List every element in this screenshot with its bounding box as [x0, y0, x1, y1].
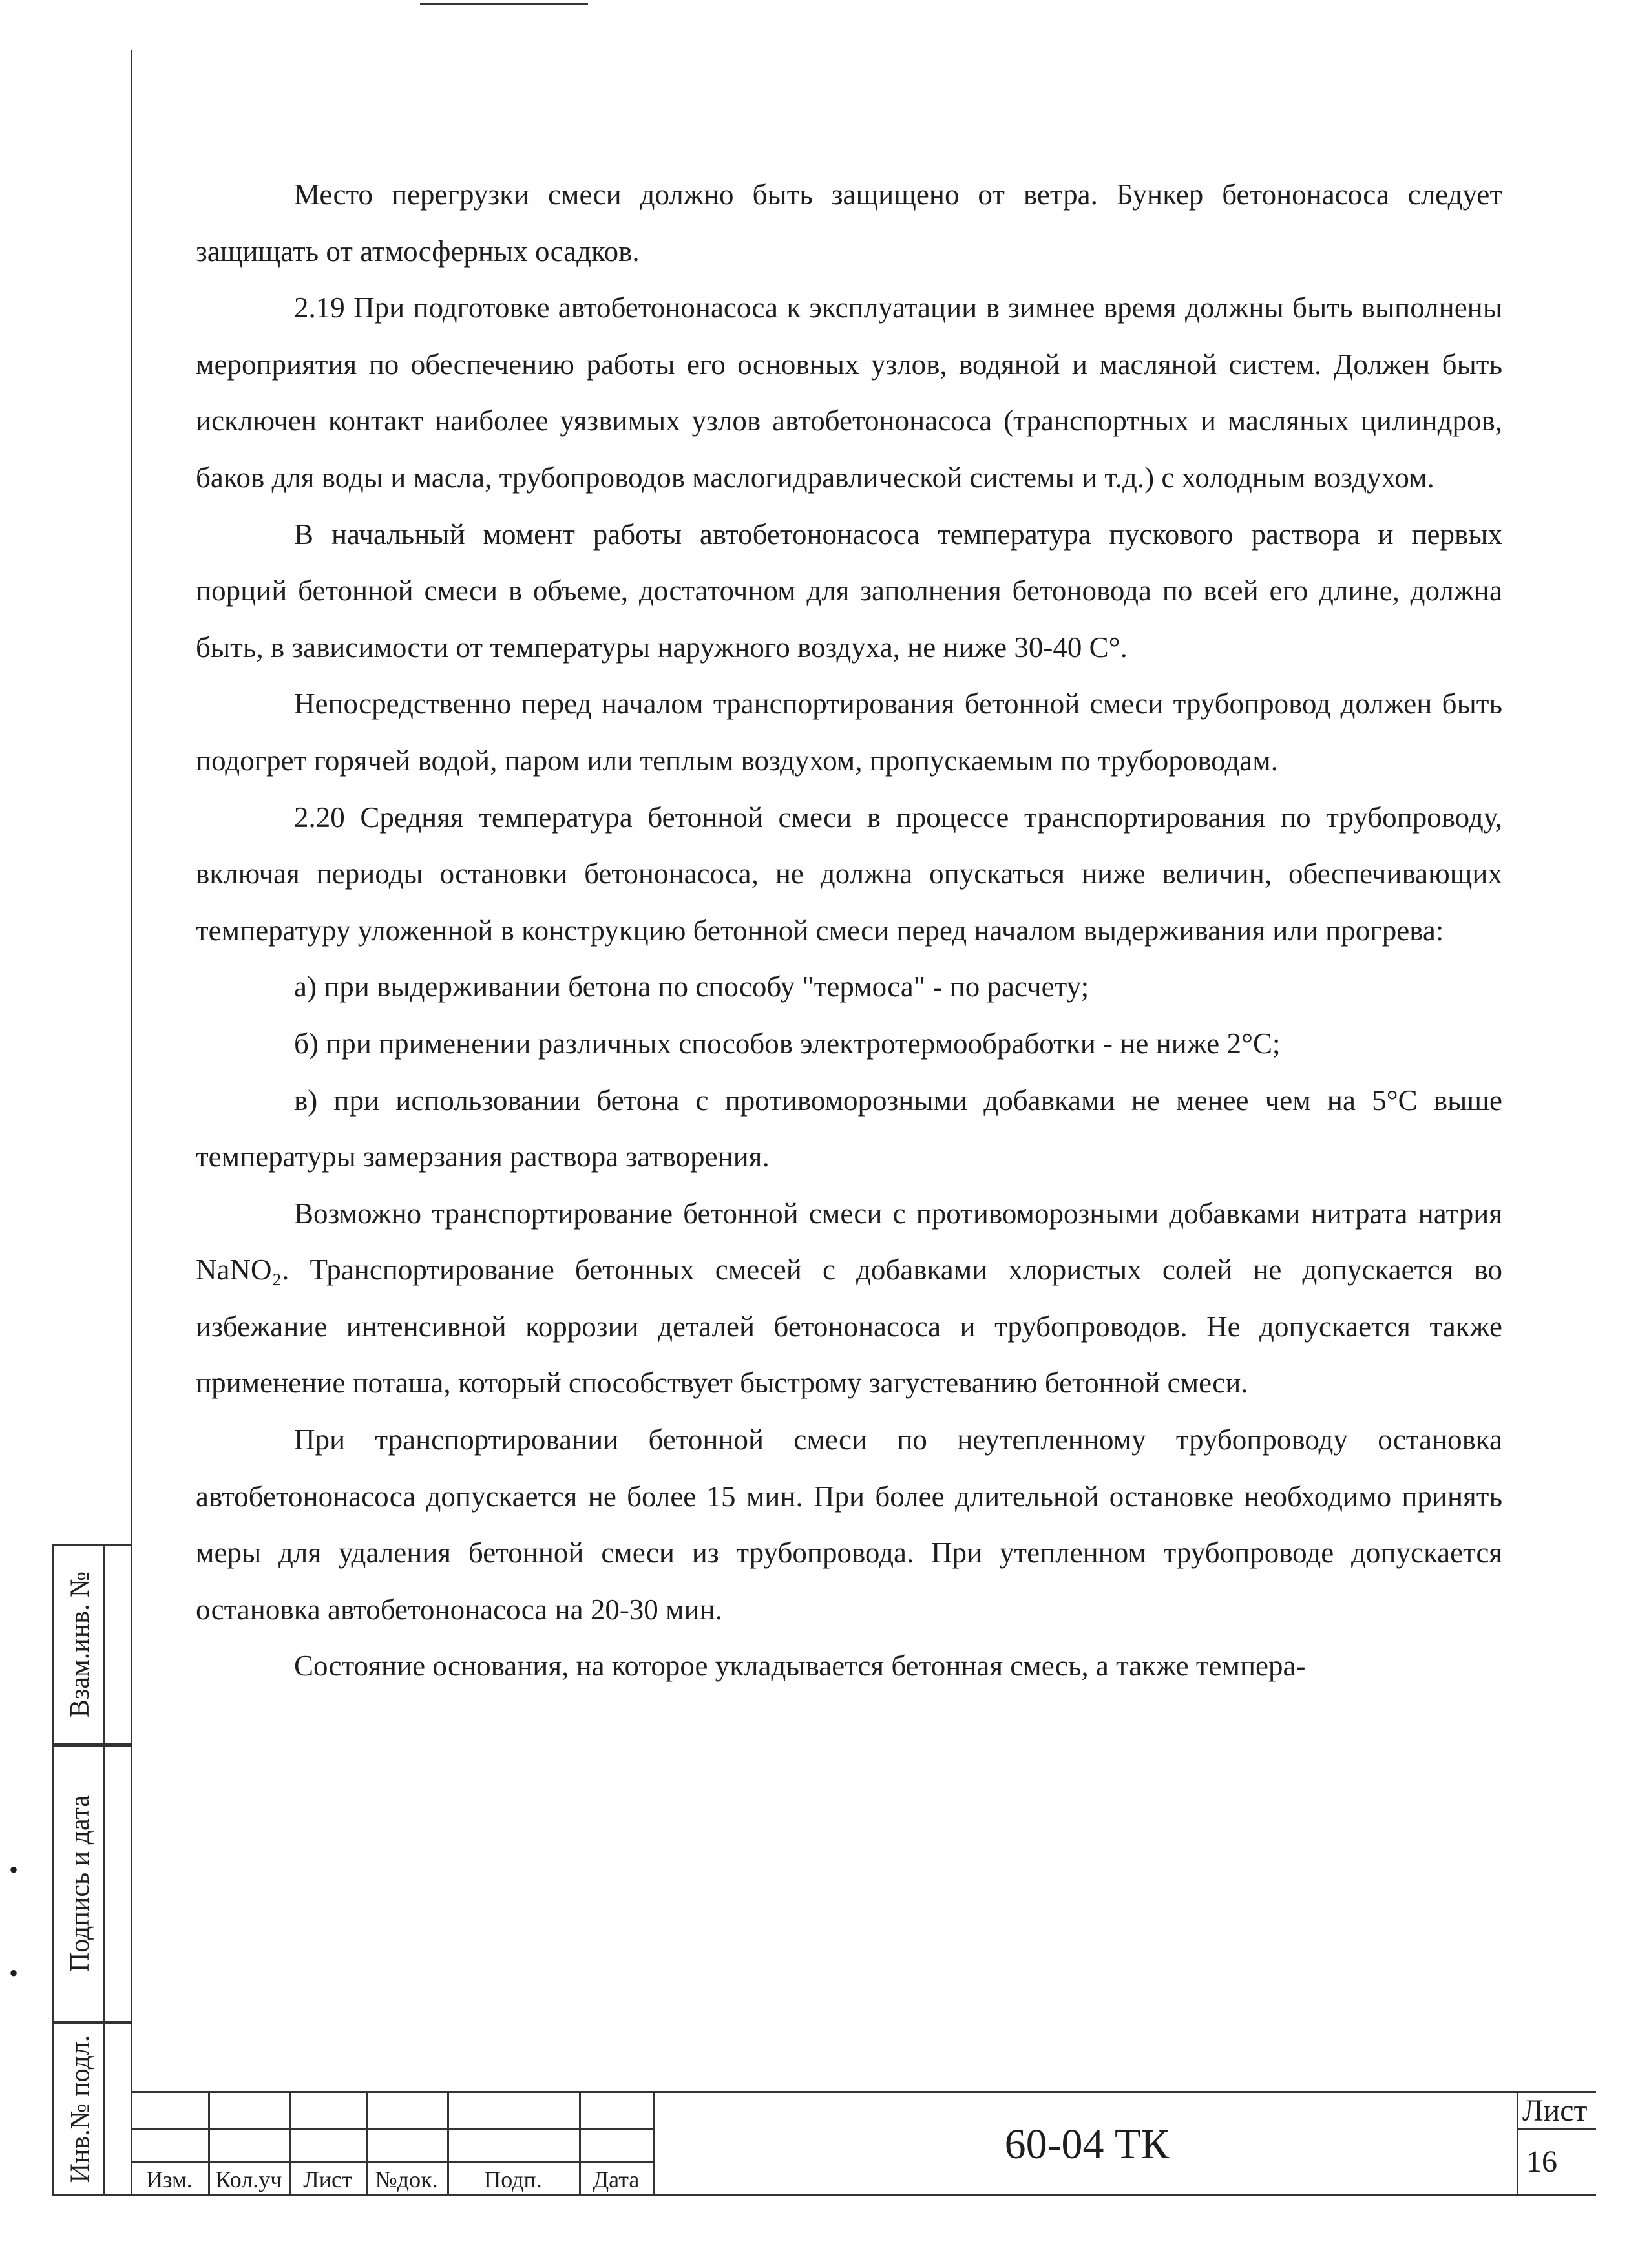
stamp-vzam-label: Взам.инв. № — [65, 1571, 95, 1718]
paragraph: а) при выдерживании бетона по способу "термоса" - по расчету; — [294, 971, 1089, 1003]
paragraph: 2.20 Средняя температура бетонной смеси в процессе транспортирования по трубопроводу, включая периоды остановки бетононасоса, не должна опускаться ниже величин, обеспечивающих температуру уложенной в конструкцию бетонной смеси перед началом выдерживания или прогрева: — [196, 801, 1502, 947]
header-data: Дата — [593, 2166, 640, 2192]
paragraph: Непосредственно перед началом транспортирования бетонной смеси трубопровод должен быть подогрет горячей водой, паром или теплым воздухом, пропускаемым по трубороводам. — [196, 688, 1502, 777]
header-list: Лист — [303, 2166, 352, 2192]
margin-dot: • — [9, 1855, 19, 1884]
stamp-inv — [52, 2022, 131, 2196]
top-mark — [420, 3, 588, 5]
paragraph: Состояние основания, на которое укладывается бетонная смесь, а также темпера- — [294, 1650, 1306, 1683]
stamp-podpis-label: Подпись и дата — [65, 1794, 95, 1973]
paragraph: в) при использовании бетона с противоморозными добавками не менее чем на 5°С выше температуры замерзания раствора затворения. — [196, 1084, 1502, 1173]
body-text — [196, 167, 1502, 1695]
sheet-number: 16 — [1526, 2145, 1557, 2179]
sheet-label: Лист — [1522, 2093, 1588, 2128]
header-kol: Кол.уч — [215, 2166, 282, 2192]
paragraph: Место перегрузки смеси должно быть защищено от ветра. Бункер бетононасоса следует защищать от атмосферных осадков. — [196, 178, 1502, 268]
stamp-inv-label: Инв.№ подл. — [65, 2035, 95, 2183]
revision-grid — [131, 2093, 655, 2196]
title-block — [131, 2091, 1596, 2196]
sheet-divider — [1517, 2093, 1518, 2196]
header-podp: Подп. — [484, 2166, 542, 2192]
paragraph: б) при применении различных способов электротермообработки - не ниже 2°С; — [294, 1027, 1281, 1060]
bottom-frame-line — [131, 2194, 1596, 2196]
paragraph: В начальный момент работы автобетононасоса температура пускового раствора и первых порций бетонной смеси в объеме, достаточном для заполнения бетоновода по всей его длине, должна быть, в зависимости от температуры наружного воздуха, не ниже 30-40 С°. — [196, 518, 1502, 664]
stamp-vzam — [52, 1544, 131, 1745]
document-code: 60-04 ТК — [1004, 2120, 1170, 2168]
margin-dot: • — [9, 1958, 19, 1988]
left-frame-border — [131, 50, 132, 2196]
paragraph: Возможно транспортирование бетонной смеси с противоморозными добавками нитрата натрия NaNO₂. Транспортирование бетонных смесей с добавками хлористых солей не допускается во избежание интенсивной коррозии деталей бетононасоса и трубопроводов. Не допускается также применение поташа, который способствует быстрому загустеванию бетонной смеси. — [196, 1197, 1502, 1400]
stamp-podpis — [52, 1745, 131, 2022]
paragraph: При транспортировании бетонной смеси по неутепленному трубопроводу остановка автобетононасоса допускается не более 15 мин. При более длительной остановке необходимо принять меры для удаления бетонной смеси из трубопровода. При утепленном трубопроводе допускается остановка автобетононасоса на 20-30 мин. — [196, 1423, 1502, 1626]
header-ndok: №док. — [375, 2166, 438, 2192]
header-izm: Изм. — [146, 2166, 193, 2192]
paragraph: 2.19 При подготовке автобетононасоса к эксплуатации в зимнее время должны быть выполнены мероприятия по обеспечению работы его основных узлов, водяной и масляной систем. Должен быть исключен контакт наиболее уязвимых узлов автобетононасоса (транспортных и масляных цилиндров, баков для воды и масла, трубопроводов маслогидравлической системы и т.д.) с холодным воздухом. — [196, 291, 1502, 494]
